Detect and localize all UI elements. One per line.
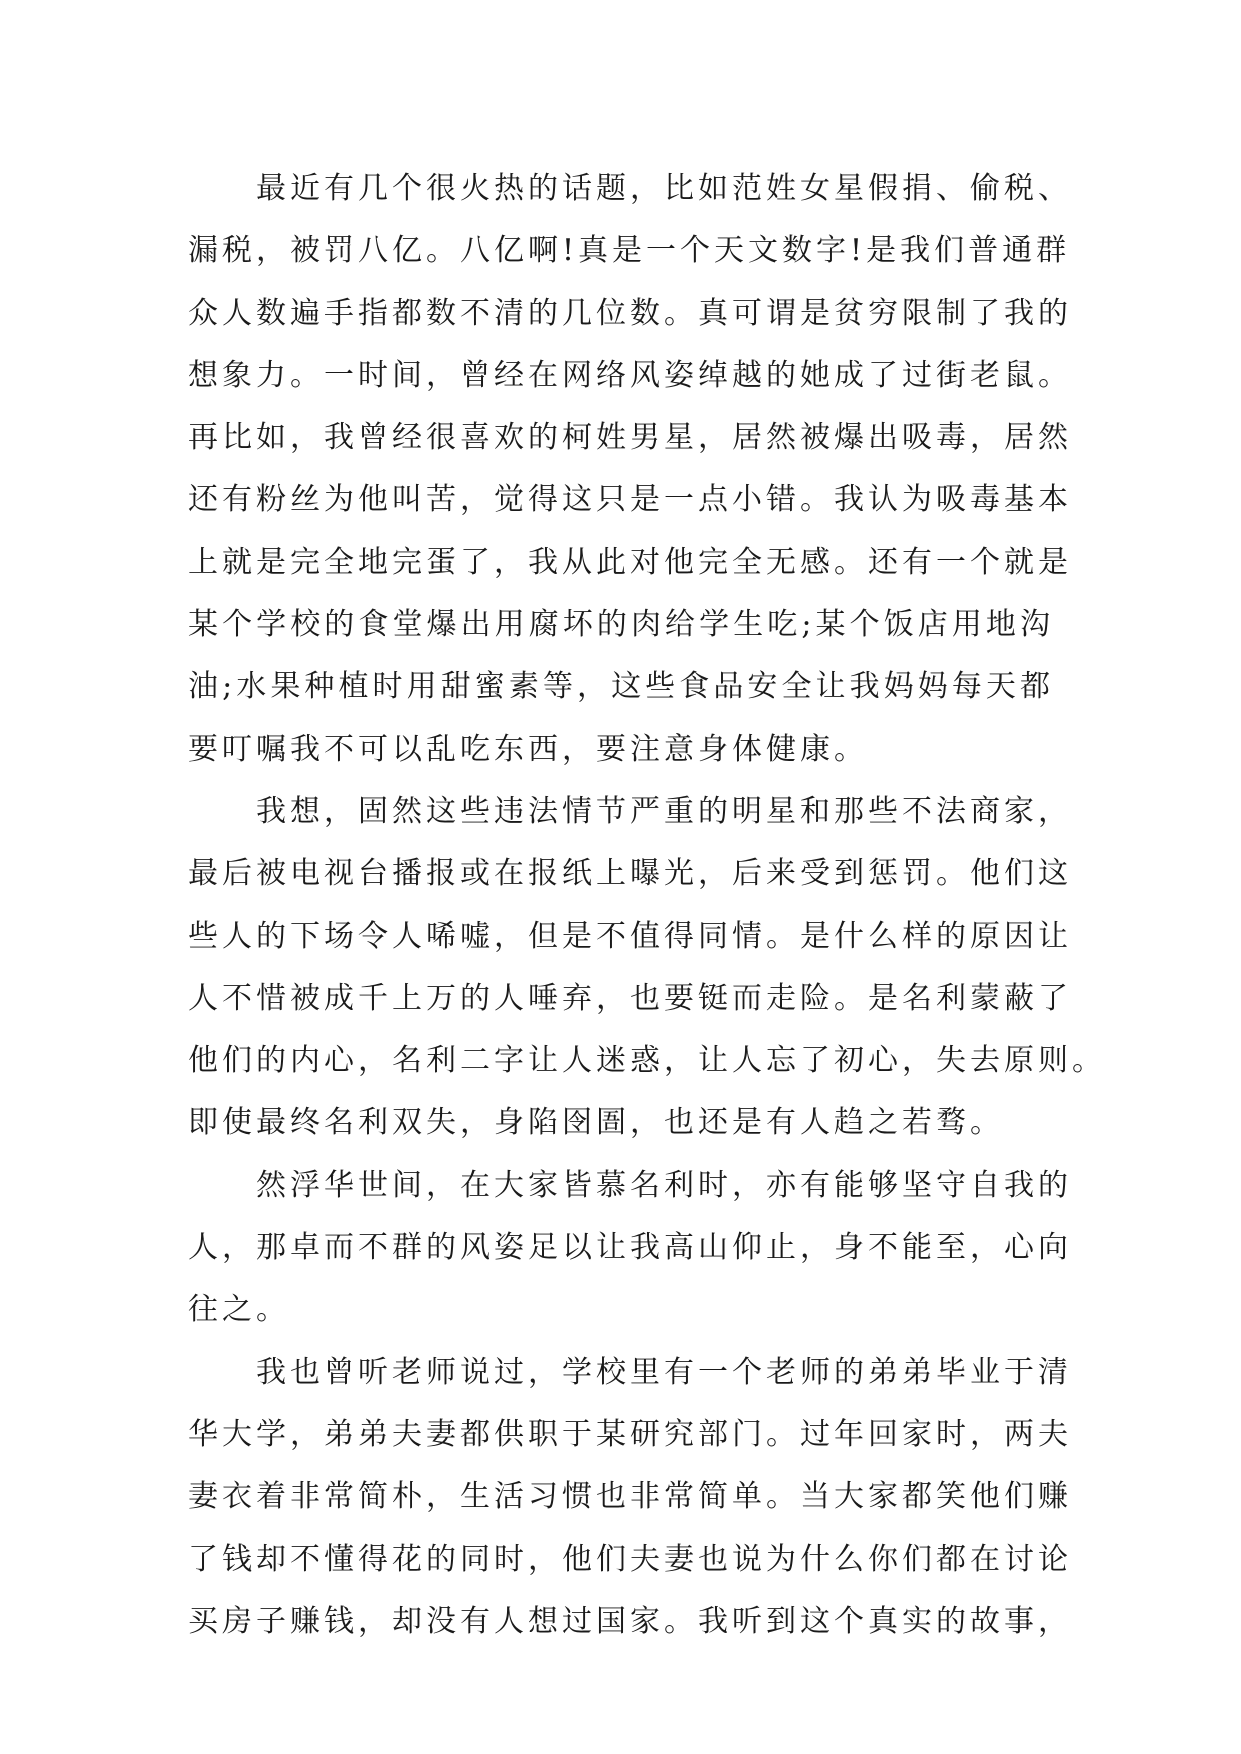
paragraph-line: 华大学，弟弟夫妻都供职于某研究部门。过年回家时，两夫 — [188, 1416, 1072, 1452]
paragraph-2 — [188, 781, 1106, 1155]
paragraph-line: 最后被电视台播报或在报纸上曝光，后来受到惩罚。他们这 — [188, 856, 1072, 892]
paragraph-line: 人，那卓而不群的风姿足以让我高山仰止，身不能至，心向 — [188, 1230, 1072, 1266]
paragraph-line: 油;水果种植时用甜蜜素等，这些食品安全让我妈妈每天都 — [188, 669, 1054, 705]
document-body — [188, 158, 1106, 1653]
paragraph-1 — [188, 158, 1072, 781]
paragraph-line: 往之。 — [188, 1292, 290, 1328]
paragraph-line: 然浮华世间，在大家皆慕名利时，亦有能够坚守自我的 — [256, 1167, 1072, 1203]
paragraph-4 — [188, 1342, 1072, 1653]
paragraph-line: 人不惜被成千上万的人唾弃，也要铤而走险。是名利蒙蔽了 — [188, 980, 1072, 1016]
paragraph-line: 漏税，被罚八亿。八亿啊!真是一个天文数字!是我们普通群 — [188, 233, 1071, 269]
paragraph-line: 某个学校的食堂爆出用腐坏的肉给学生吃;某个饭店用地沟 — [188, 607, 1054, 643]
paragraph-line: 还有粉丝为他叫苦，觉得这只是一点小错。我认为吸毒基本 — [188, 482, 1072, 518]
paragraph-line: 想象力。一时间，曾经在网络风姿绰越的她成了过街老鼠。 — [188, 357, 1072, 393]
paragraph-line: 上就是完全地完蛋了，我从此对他完全无感。还有一个就是 — [188, 544, 1072, 580]
paragraph-line: 众人数遍手指都数不清的几位数。真可谓是贫穷限制了我的 — [188, 295, 1072, 331]
paragraph-line: 些人的下场令人唏嘘，但是不值得同情。是什么样的原因让 — [188, 918, 1072, 954]
paragraph-line: 他们的内心，名利二字让人迷惑，让人忘了初心，失去原则。 — [188, 1043, 1106, 1079]
paragraph-line: 我想，固然这些违法情节严重的明星和那些不法商家， — [256, 793, 1072, 829]
paragraph-line: 即使最终名利双失，身陷囹圄，也还是有人趋之若骛。 — [188, 1105, 1004, 1141]
paragraph-3 — [188, 1155, 1072, 1342]
paragraph-line: 了钱却不懂得花的同时，他们夫妻也说为什么你们都在讨论 — [188, 1541, 1072, 1577]
paragraph-line: 再比如，我曾经很喜欢的柯姓男星，居然被爆出吸毒，居然 — [188, 420, 1072, 456]
paragraph-line: 买房子赚钱，却没有人想过国家。我听到这个真实的故事， — [188, 1603, 1072, 1639]
paragraph-line: 最近有几个很火热的话题，比如范姓女星假捐、偷税、 — [256, 171, 1072, 206]
paragraph-line: 妻衣着非常简朴，生活习惯也非常简单。当大家都笑他们赚 — [188, 1479, 1072, 1515]
paragraph-line: 我也曾听老师说过，学校里有一个老师的弟弟毕业于清 — [256, 1354, 1072, 1390]
paragraph-line: 要叮嘱我不可以乱吃东西，要注意身体健康。 — [188, 731, 868, 767]
